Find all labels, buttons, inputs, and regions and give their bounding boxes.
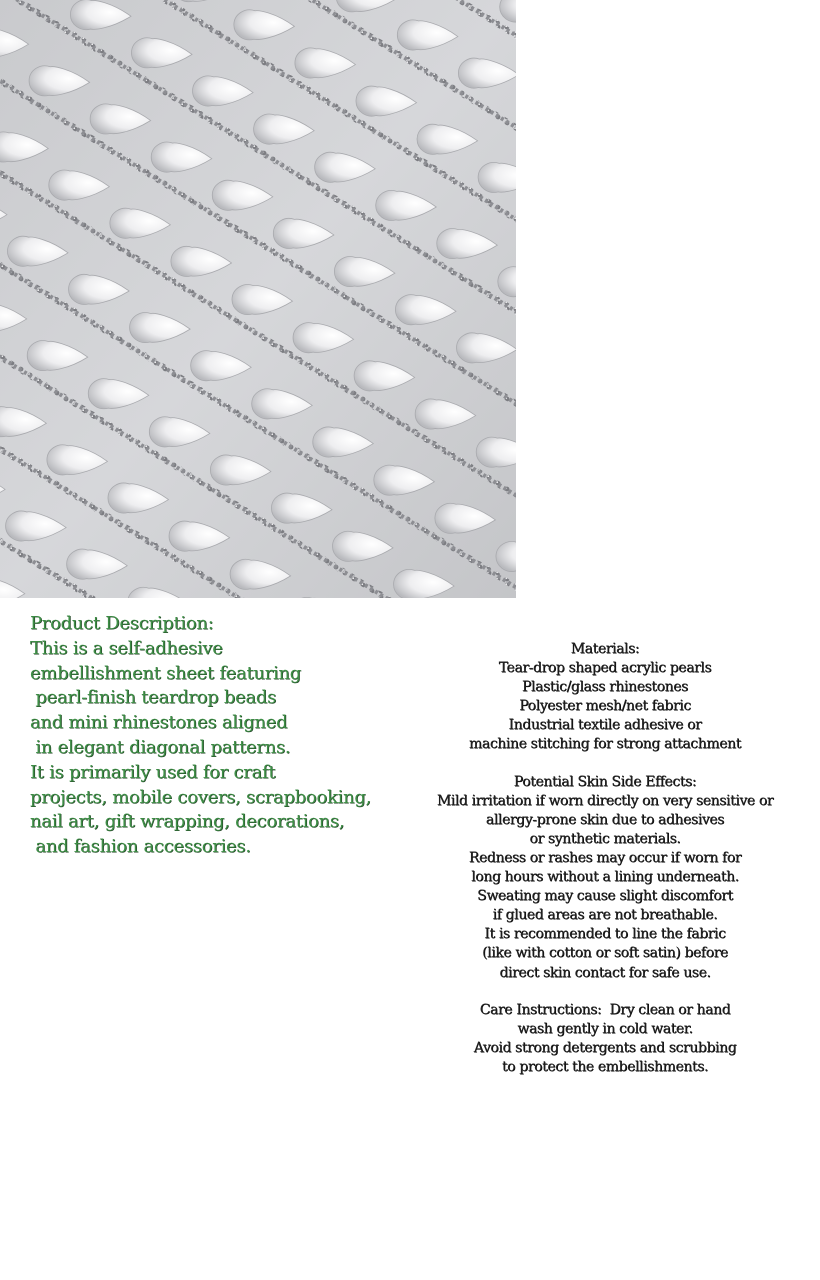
product-photo: [0, 0, 516, 598]
side-effects-line: or synthetic materials.: [529, 830, 681, 847]
side-effects-line: if glued areas are not breathable.: [492, 907, 718, 924]
section-gap: [410, 983, 800, 1001]
care-line: to protect the embellishments.: [501, 1058, 709, 1075]
care-line: Avoid strong detergents and scrubbing: [473, 1039, 737, 1056]
description-line: in elegant diagonal patterns.: [30, 736, 291, 758]
product-description: [30, 612, 410, 860]
description-line: It is primarily used for craft: [30, 761, 276, 783]
care-heading: Care Instructions: Dry clean or hand: [479, 1001, 731, 1018]
section-gap: [410, 755, 800, 773]
side-effects-line: Sweating may cause slight discomfort: [477, 888, 733, 905]
care-line: wash gently in cold water.: [517, 1020, 693, 1037]
care-section: [410, 1001, 800, 1077]
side-effects-section: [410, 773, 800, 983]
pearl-bead: [476, 437, 516, 469]
side-effects-line: allergy-prone skin due to adhesives: [485, 811, 725, 828]
side-effects-line: Mild irritation if worn directly on very sensitive or: [436, 792, 774, 809]
description-line: and fashion accessories.: [30, 836, 251, 858]
description-line: embellishment sheet featuring: [30, 662, 302, 684]
materials-line: Industrial textile adhesive or: [508, 717, 702, 734]
product-specs: [410, 640, 800, 1077]
description-line: pearl-finish teardrop beads: [30, 687, 277, 709]
side-effects-heading: Potential Skin Side Effects:: [513, 773, 697, 790]
description-line: projects, mobile covers, scrapbooking,: [30, 786, 372, 808]
description-line: nail art, gift wrapping, decorations,: [30, 811, 345, 833]
description-heading: Product Description:: [30, 613, 214, 634]
materials-section: [410, 640, 800, 755]
materials-line: Polyester mesh/net fabric: [519, 698, 691, 715]
materials-heading: Materials:: [570, 641, 640, 657]
side-effects-line: It is recommended to line the fabric: [484, 926, 726, 943]
description-line: This is a self-adhesive: [30, 637, 223, 659]
materials-line: machine stitching for strong attachment: [469, 736, 741, 753]
side-effects-line: Redness or rashes may occur if worn for: [468, 849, 742, 866]
materials-line: Tear-drop shaped acrylic pearls: [498, 660, 712, 677]
materials-line: Plastic/glass rhinestones: [522, 679, 688, 696]
description-line: and mini rhinestones aligned: [30, 712, 288, 734]
side-effects-line: direct skin contact for safe use.: [499, 964, 711, 981]
side-effects-line: long hours without a lining underneath.: [471, 869, 739, 886]
side-effects-line: (like with cotton or soft satin) before: [482, 945, 728, 962]
